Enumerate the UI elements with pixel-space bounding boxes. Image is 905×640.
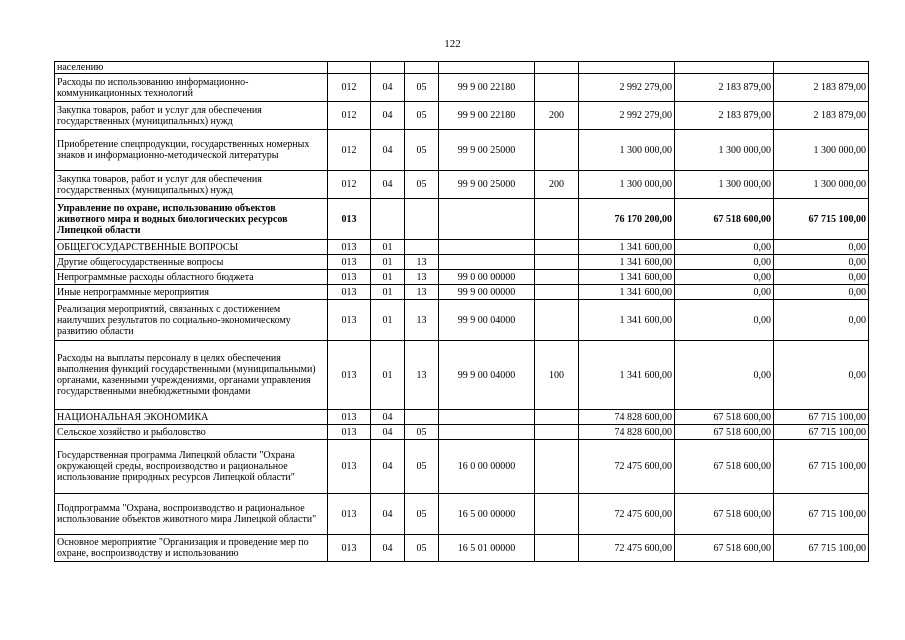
table-row <box>55 341 869 410</box>
row-sum-year-3: 67 715 100,00 <box>774 440 869 494</box>
row-ved-code: 013 <box>328 285 371 300</box>
row-name: Иные непрограммные мероприятия <box>55 285 328 300</box>
row-subsection-code: 05 <box>405 494 439 535</box>
row-sum-year-1: 72 475 600,00 <box>579 535 675 562</box>
row-name: Управление по охране, использованию объектов животного мира и водных биологических ресурсов Липецкой области <box>55 199 328 240</box>
row-sum-year-2: 2 183 879,00 <box>675 102 774 130</box>
row-ved-code: 012 <box>328 102 371 130</box>
row-target-article-code <box>439 425 535 440</box>
table-row <box>55 255 869 270</box>
row-ved-code: 012 <box>328 74 371 102</box>
row-sum-year-2: 0,00 <box>675 270 774 285</box>
row-name: Расходы по использованию информационно-коммуникационных технологий <box>55 74 328 102</box>
table-row <box>55 440 869 494</box>
row-target-article-code <box>439 255 535 270</box>
row-name: ОБЩЕГОСУДАРСТВЕННЫЕ ВОПРОСЫ <box>55 240 328 255</box>
row-sum-year-2: 67 518 600,00 <box>675 410 774 425</box>
row-sum-year-1: 1 341 600,00 <box>579 285 675 300</box>
row-sum-year-2: 1 300 000,00 <box>675 130 774 171</box>
row-subsection-code: 13 <box>405 285 439 300</box>
row-ved-code: 012 <box>328 130 371 171</box>
row-subsection-code: 05 <box>405 74 439 102</box>
row-sum-year-1: 72 475 600,00 <box>579 440 675 494</box>
page-number: 122 <box>444 38 461 50</box>
row-sum-year-1: 1 300 000,00 <box>579 130 675 171</box>
row-target-article-code: 99 9 00 22180 <box>439 102 535 130</box>
row-ved-code: 013 <box>328 494 371 535</box>
row-expense-type-code <box>535 300 579 341</box>
row-sum-year-3: 2 183 879,00 <box>774 102 869 130</box>
row-sum-year-1: 2 992 279,00 <box>579 74 675 102</box>
row-sum-year-3: 67 715 100,00 <box>774 199 869 240</box>
row-name: Закупка товаров, работ и услуг для обеспечения государственных (муниципальных) нужд <box>55 102 328 130</box>
table-row <box>55 494 869 535</box>
budget-table <box>54 61 869 562</box>
row-expense-type-code <box>535 270 579 285</box>
row-sum-year-2: 0,00 <box>675 341 774 410</box>
row-target-article-code <box>439 62 535 74</box>
row-target-article-code: 99 0 00 00000 <box>439 270 535 285</box>
row-name: Подпрограмма "Охрана, воспроизводство и рациональное использование объектов животного мира Липецкой области" <box>55 494 328 535</box>
row-ved-code: 013 <box>328 440 371 494</box>
row-subsection-code <box>405 240 439 255</box>
row-name: НАЦИОНАЛЬНАЯ ЭКОНОМИКА <box>55 410 328 425</box>
row-expense-type-code <box>535 255 579 270</box>
row-ved-code: 013 <box>328 300 371 341</box>
row-name: Сельское хозяйство и рыболовство <box>55 425 328 440</box>
row-sum-year-2: 0,00 <box>675 285 774 300</box>
table-row <box>55 199 869 240</box>
row-subsection-code: 05 <box>405 102 439 130</box>
row-sum-year-2: 0,00 <box>675 300 774 341</box>
row-ved-code: 013 <box>328 199 371 240</box>
row-sum-year-1: 74 828 600,00 <box>579 425 675 440</box>
row-sum-year-2: 67 518 600,00 <box>675 199 774 240</box>
row-expense-type-code: 100 <box>535 341 579 410</box>
row-subsection-code <box>405 62 439 74</box>
row-section-code <box>371 199 405 240</box>
row-section-code: 01 <box>371 300 405 341</box>
table-row <box>55 171 869 199</box>
row-target-article-code: 99 9 00 04000 <box>439 341 535 410</box>
row-target-article-code: 99 9 00 00000 <box>439 285 535 300</box>
row-target-article-code: 99 9 00 25000 <box>439 130 535 171</box>
row-section-code: 04 <box>371 171 405 199</box>
table-row <box>55 285 869 300</box>
table-row <box>55 410 869 425</box>
row-sum-year-1: 74 828 600,00 <box>579 410 675 425</box>
row-ved-code: 013 <box>328 535 371 562</box>
row-expense-type-code <box>535 425 579 440</box>
row-sum-year-1: 1 341 600,00 <box>579 341 675 410</box>
row-sum-year-1 <box>579 62 675 74</box>
row-sum-year-2: 67 518 600,00 <box>675 440 774 494</box>
table-row <box>55 300 869 341</box>
row-ved-code <box>328 62 371 74</box>
table-row <box>55 270 869 285</box>
row-section-code: 04 <box>371 74 405 102</box>
row-sum-year-2: 0,00 <box>675 240 774 255</box>
row-sum-year-2: 1 300 000,00 <box>675 171 774 199</box>
row-section-code: 04 <box>371 535 405 562</box>
row-name: Непрограммные расходы областного бюджета <box>55 270 328 285</box>
table-row <box>55 130 869 171</box>
row-name: Расходы на выплаты персоналу в целях обеспечения выполнения функций государственными (муниципальными) органами, казенными учреждениями, органами управления государственными внебюджетными фондами <box>55 341 328 410</box>
row-subsection-code: 13 <box>405 300 439 341</box>
row-section-code: 04 <box>371 410 405 425</box>
row-sum-year-3: 67 715 100,00 <box>774 494 869 535</box>
row-sum-year-3: 1 300 000,00 <box>774 130 869 171</box>
row-expense-type-code <box>535 62 579 74</box>
row-sum-year-2: 67 518 600,00 <box>675 494 774 535</box>
table-row <box>55 62 869 74</box>
row-sum-year-1: 72 475 600,00 <box>579 494 675 535</box>
row-subsection-code <box>405 199 439 240</box>
table-row <box>55 102 869 130</box>
row-target-article-code <box>439 199 535 240</box>
row-subsection-code: 13 <box>405 255 439 270</box>
row-section-code: 01 <box>371 255 405 270</box>
row-section-code: 04 <box>371 440 405 494</box>
row-sum-year-1: 2 992 279,00 <box>579 102 675 130</box>
row-section-code: 01 <box>371 341 405 410</box>
row-section-code: 04 <box>371 494 405 535</box>
row-expense-type-code <box>535 535 579 562</box>
row-sum-year-3: 67 715 100,00 <box>774 410 869 425</box>
row-sum-year-3: 0,00 <box>774 341 869 410</box>
row-target-article-code: 99 9 00 04000 <box>439 300 535 341</box>
row-subsection-code: 05 <box>405 425 439 440</box>
row-sum-year-2: 67 518 600,00 <box>675 425 774 440</box>
row-ved-code: 013 <box>328 410 371 425</box>
row-expense-type-code <box>535 410 579 425</box>
row-expense-type-code <box>535 285 579 300</box>
row-subsection-code: 05 <box>405 535 439 562</box>
row-sum-year-1: 1 341 600,00 <box>579 300 675 341</box>
table-row <box>55 425 869 440</box>
row-subsection-code: 05 <box>405 440 439 494</box>
row-name: Другие общегосударственные вопросы <box>55 255 328 270</box>
row-sum-year-3: 0,00 <box>774 300 869 341</box>
row-name: Закупка товаров, работ и услуг для обеспечения государственных (муниципальных) нужд <box>55 171 328 199</box>
row-name: Приобретение спецпродукции, государственных номерных знаков и информационно-методической литературы <box>55 130 328 171</box>
row-sum-year-2: 67 518 600,00 <box>675 535 774 562</box>
row-expense-type-code <box>535 240 579 255</box>
row-subsection-code <box>405 410 439 425</box>
row-sum-year-3: 0,00 <box>774 270 869 285</box>
row-target-article-code: 99 9 00 25000 <box>439 171 535 199</box>
row-expense-type-code: 200 <box>535 102 579 130</box>
row-sum-year-1: 1 341 600,00 <box>579 270 675 285</box>
row-sum-year-2: 2 183 879,00 <box>675 74 774 102</box>
row-expense-type-code <box>535 74 579 102</box>
row-section-code: 01 <box>371 285 405 300</box>
row-sum-year-3: 67 715 100,00 <box>774 535 869 562</box>
row-ved-code: 013 <box>328 341 371 410</box>
row-section-code: 04 <box>371 425 405 440</box>
row-expense-type-code <box>535 199 579 240</box>
row-name: Государственная программа Липецкой области "Охрана окружающей среды, воспроизводство и рациональное использование природных ресурсов Липецкой области" <box>55 440 328 494</box>
row-sum-year-3: 67 715 100,00 <box>774 425 869 440</box>
table-row <box>55 240 869 255</box>
row-section-code: 01 <box>371 240 405 255</box>
row-sum-year-3: 2 183 879,00 <box>774 74 869 102</box>
row-sum-year-1: 1 341 600,00 <box>579 255 675 270</box>
row-subsection-code: 13 <box>405 270 439 285</box>
table-row <box>55 74 869 102</box>
row-subsection-code: 05 <box>405 130 439 171</box>
row-ved-code: 013 <box>328 255 371 270</box>
row-expense-type-code <box>535 440 579 494</box>
row-section-code: 04 <box>371 102 405 130</box>
row-expense-type-code <box>535 494 579 535</box>
row-name: Реализация мероприятий, связанных с достижением наилучших результатов по социально-экономическому развитию области <box>55 300 328 341</box>
row-section-code: 01 <box>371 270 405 285</box>
table-row <box>55 535 869 562</box>
row-sum-year-2: 0,00 <box>675 255 774 270</box>
row-sum-year-1: 1 300 000,00 <box>579 171 675 199</box>
row-ved-code: 013 <box>328 270 371 285</box>
row-section-code <box>371 62 405 74</box>
row-sum-year-1: 1 341 600,00 <box>579 240 675 255</box>
row-expense-type-code <box>535 130 579 171</box>
row-target-article-code <box>439 240 535 255</box>
row-ved-code: 013 <box>328 425 371 440</box>
row-sum-year-3 <box>774 62 869 74</box>
row-ved-code: 012 <box>328 171 371 199</box>
row-target-article-code: 16 5 00 00000 <box>439 494 535 535</box>
budget-table-body <box>55 62 869 562</box>
row-target-article-code <box>439 410 535 425</box>
row-subsection-code: 13 <box>405 341 439 410</box>
row-target-article-code: 99 9 00 22180 <box>439 74 535 102</box>
row-sum-year-1: 76 170 200,00 <box>579 199 675 240</box>
row-sum-year-2 <box>675 62 774 74</box>
row-target-article-code: 16 0 00 00000 <box>439 440 535 494</box>
row-section-code: 04 <box>371 130 405 171</box>
row-sum-year-3: 0,00 <box>774 255 869 270</box>
row-ved-code: 013 <box>328 240 371 255</box>
row-name: Основное мероприятие "Организация и проведение мер по охране, воспроизводству и использованию <box>55 535 328 562</box>
row-target-article-code: 16 5 01 00000 <box>439 535 535 562</box>
row-expense-type-code: 200 <box>535 171 579 199</box>
row-name: населению <box>55 62 328 74</box>
row-sum-year-3: 0,00 <box>774 285 869 300</box>
row-sum-year-3: 1 300 000,00 <box>774 171 869 199</box>
row-sum-year-3: 0,00 <box>774 240 869 255</box>
row-subsection-code: 05 <box>405 171 439 199</box>
